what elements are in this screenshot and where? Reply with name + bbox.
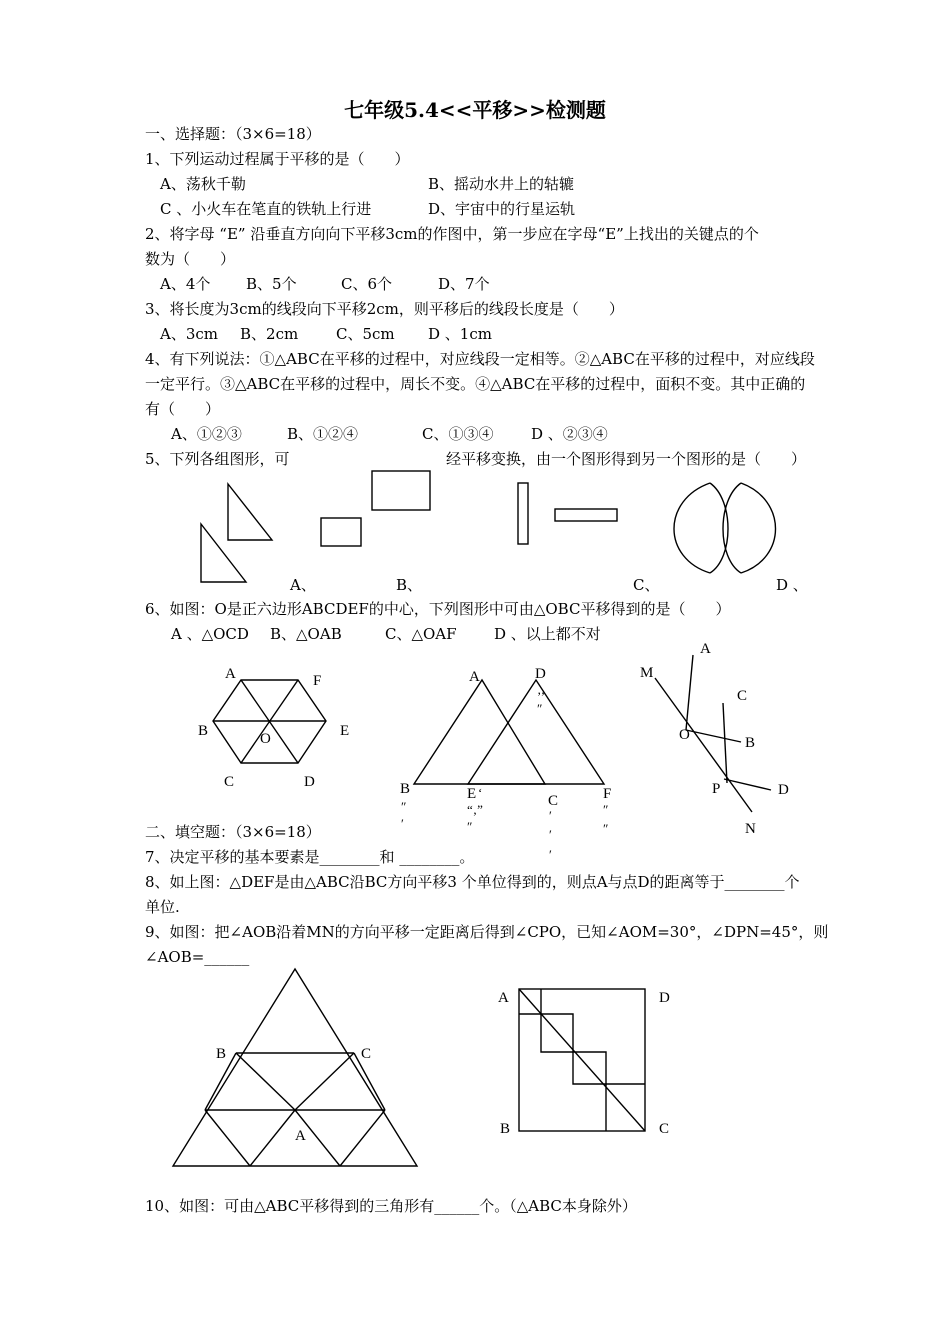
angle-label-a: A (700, 641, 711, 657)
q4-stem-line1: 4、有下列说法：①△ABC在平移的过程中，对应线段一定相等。②△ABC在平移的过程中，对应线段 (145, 350, 815, 368)
q5-label-a: A、 (290, 576, 316, 594)
page-title: 七年级5.4<<平移>>检测题 (344, 98, 606, 122)
hex-label-c: C (224, 774, 235, 790)
q8-line2: 单位. (145, 898, 180, 916)
q3-option-b: B、2cm (240, 325, 299, 343)
angle-label-p: P (712, 781, 721, 797)
tick-mark: ′ (549, 847, 552, 862)
q4-stem-line2: 一定平行。③△ABC在平移的过程中，周长不变。④△ABC在平移的过程中，面积不变。其中正确的 (145, 375, 806, 393)
square-label-a: A (498, 990, 509, 1006)
tick-mark: ″ (537, 701, 543, 716)
q3-option-a: A、3cm (160, 325, 219, 343)
q7-text: 7、决定平移的基本要素是________和 ________。 (145, 848, 475, 866)
q4-option-a: A、①②③ (171, 425, 242, 443)
q2-option-b: B、5个 (246, 275, 297, 293)
tri-label-f: F (603, 786, 612, 802)
tick-mark: “‚” (467, 802, 483, 817)
big-triangle-inner-1 (236, 1053, 295, 1110)
section2-header: 二、填空题：（3×6=18） (145, 823, 321, 841)
angle-label-m: M (640, 665, 654, 681)
q5-stem-part2: 经平移变换，由一个图形得到另一个图形的是（ ） (446, 450, 807, 468)
q10-text: 10、如图：可由△ABC平移得到的三角形有______个。（△ABC本身除外） (145, 1197, 637, 1215)
tick-mark: ‘ (478, 785, 483, 800)
hex-label-d: D (304, 774, 315, 790)
big-triangle-inner-5 (205, 1110, 250, 1166)
section1-header: 一、选择题：（3×6=18） (145, 125, 321, 143)
tri-label-a: A (469, 669, 480, 685)
big-triangle-inner-2 (295, 1053, 354, 1110)
q5-label-b: B、 (396, 576, 423, 594)
square-diagonal (519, 989, 645, 1131)
tri-label-d: D (535, 666, 546, 682)
tick-mark: ″ (467, 819, 473, 834)
q9-line1: 9、如图：把∠AOB沿着MN的方向平移一定距离后得到∠CPO，已知∠AOM=30°，∠DPN=45°，则 (145, 923, 829, 941)
q4-stem-line3: 有（ ） (145, 400, 221, 418)
square-label-d: D (659, 990, 670, 1006)
tick-mark: ‚, (537, 682, 545, 697)
big-triangle-inner-8 (340, 1110, 385, 1166)
angle-label-d: D (778, 782, 789, 798)
q2-option-c: C、6个 (341, 275, 393, 293)
q1-option-b: B、摇动水井上的轱辘 (428, 175, 575, 193)
q4-option-c: C、①③④ (422, 425, 494, 443)
big-triangle-label-b: B (216, 1046, 227, 1062)
q9-line2: ∠AOB=______ (145, 948, 250, 966)
tick-mark: ″ (603, 821, 609, 836)
q1-option-d: D、宇宙中的行星运轨 (428, 200, 576, 218)
q2-stem-line1: 2、将字母 “E” 沿垂直方向向下平移3cm的作图中，第一步应在字母“E”上找出的关键点的个 (145, 225, 759, 243)
angle-label-b: B (745, 735, 756, 751)
q3-stem: 3、将长度为3cm的线段向下平移2cm，则平移后的线段长度是（ ） (145, 300, 624, 318)
q1-option-a: A、荡秋千勒 (160, 175, 246, 193)
q6-stem: 6、如图：O是正六边形ABCDEF的中心，下列图形中可由△OBC平移得到的是（ ） (145, 600, 731, 618)
big-triangle-label-a: A (295, 1128, 306, 1144)
q4-option-b: B、①②④ (287, 425, 359, 443)
q3-option-d: D 、1cm (428, 325, 492, 343)
q3-option-c: C、5cm (336, 325, 395, 343)
q6-option-c: C、△OAF (385, 625, 457, 643)
staircase-lower (541, 989, 645, 1084)
q4-option-d: D 、②③④ (531, 425, 608, 443)
hex-label-o: O (260, 731, 271, 747)
tick-mark: ′ (549, 808, 552, 823)
hex-label-f: F (313, 673, 322, 689)
tri-label-b: B (400, 781, 411, 797)
q2-option-a: A、4个 (160, 275, 211, 293)
tri-label-c: C (548, 793, 559, 809)
tick-mark: ′ (401, 816, 404, 831)
big-triangle-label-c: C (361, 1046, 372, 1062)
tick-mark: ′ (549, 827, 552, 842)
q5-label-c: C、 (633, 576, 660, 594)
hex-label-b: B (198, 723, 209, 739)
big-triangle-inner-6 (250, 1110, 295, 1166)
q6-option-a: A 、△OCD (171, 625, 249, 643)
angle-label-n: N (745, 821, 756, 837)
q5-label-d: D 、 (776, 576, 808, 594)
angle-label-o: O (679, 727, 690, 743)
q8-line1: 8、如上图：△DEF是由△ABC沿BC方向平移3 个单位得到的，则点A与点D的距离等于________个 (145, 873, 800, 891)
hex-label-a: A (225, 666, 236, 682)
tri-label-e: E (467, 786, 477, 802)
tick-mark: ″ (603, 802, 609, 817)
q1-stem: 1、下列运动过程属于平移的是（ ） (145, 150, 410, 168)
tick-mark: ″ (401, 799, 407, 814)
square-label-b: B (500, 1121, 511, 1137)
q6-option-d: D 、以上都不对 (494, 625, 601, 643)
q2-stem-line2: 数为（ ） (145, 250, 236, 268)
hex-label-e: E (340, 723, 350, 739)
q1-option-c: C 、小火车在笔直的铁轨上行进 (160, 200, 372, 218)
square-label-c: C (659, 1121, 670, 1137)
q6-option-b: B、△OAB (270, 625, 342, 643)
q5-stem-part1: 5、下列各组图形，可 (145, 450, 290, 468)
q2-option-d: D、7个 (438, 275, 490, 293)
angle-label-c: C (737, 688, 748, 704)
